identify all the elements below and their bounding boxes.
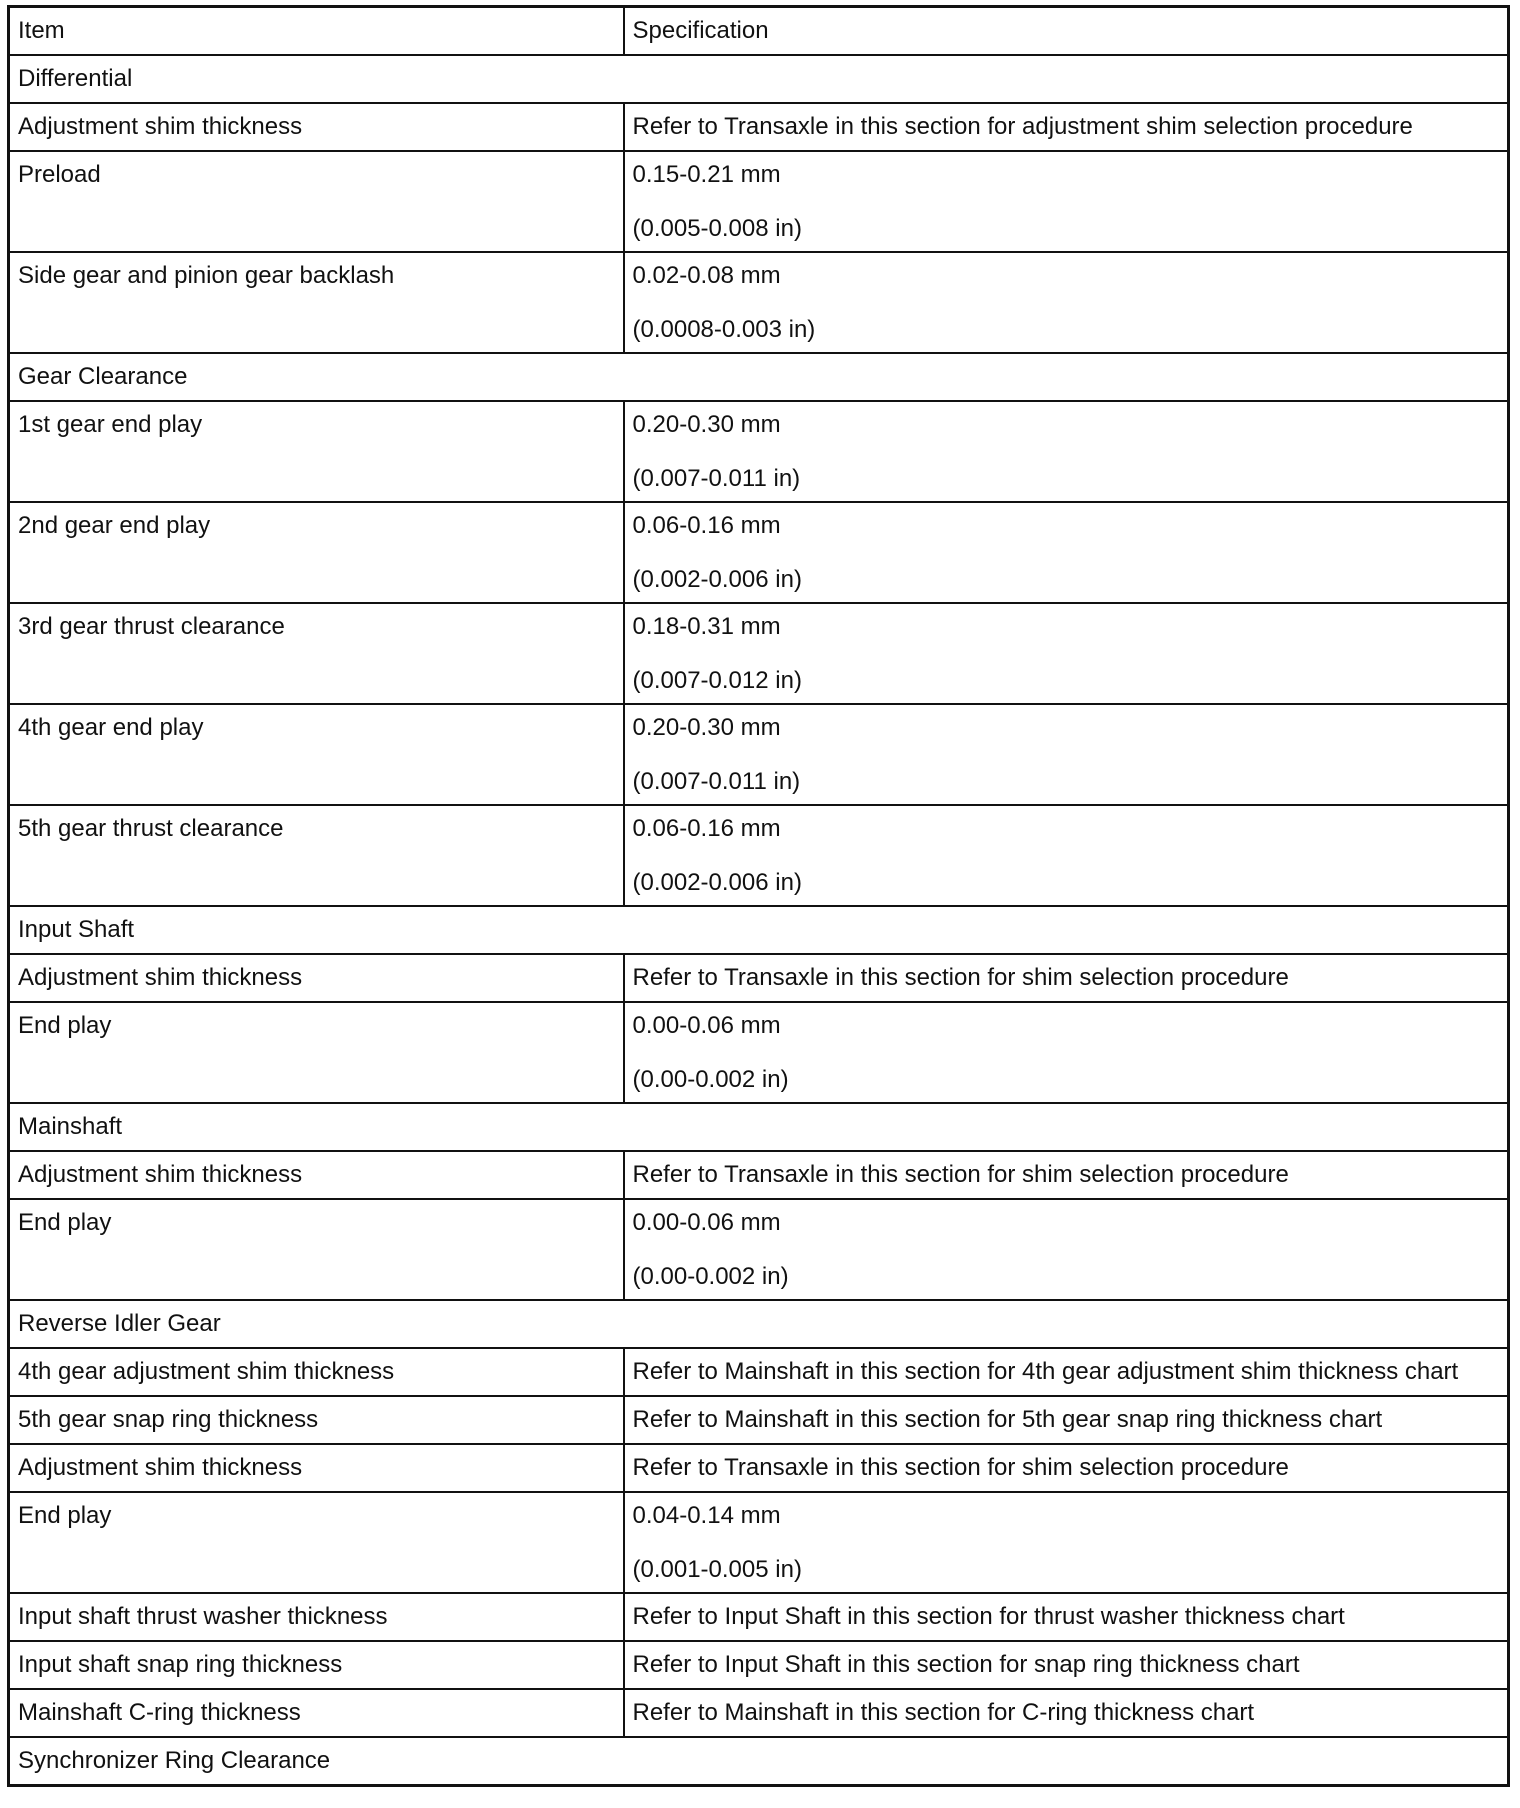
table-row	[9, 704, 1509, 805]
spec-cell	[624, 704, 1509, 805]
table-row	[9, 603, 1509, 704]
section-title: Gear Clearance	[9, 353, 1509, 401]
table-body	[9, 55, 1509, 1786]
section-row	[9, 353, 1509, 401]
table-row	[9, 401, 1509, 502]
table-row	[9, 502, 1509, 603]
spec-metric: 0.04-0.14 mm	[632, 1502, 781, 1529]
spec-cell: Refer to Mainshaft in this section for 5th gear snap ring thickness chart	[624, 1396, 1509, 1444]
item-cell: Preload	[9, 151, 624, 252]
spec-cell: Refer to Transaxle in this section for adjustment shim selection procedure	[624, 103, 1509, 151]
spec-metric: 0.20-0.30 mm	[632, 411, 781, 438]
table-row	[9, 1002, 1509, 1103]
spec-imperial: (0.002-0.006 in)	[632, 869, 802, 896]
table-row	[9, 252, 1509, 353]
spec-metric: 0.06-0.16 mm	[632, 512, 781, 539]
section-row	[9, 1737, 1509, 1786]
spec-imperial: (0.007-0.011 in)	[632, 465, 801, 492]
spec-cell	[624, 805, 1509, 906]
spec-cell: Refer to Mainshaft in this section for 4th gear adjustment shim thickness chart	[624, 1348, 1509, 1396]
column-header-item: Item	[9, 7, 624, 56]
spec-cell	[624, 151, 1509, 252]
section-title: Differential	[9, 55, 1509, 103]
item-cell: End play	[9, 1199, 624, 1300]
spec-cell: Refer to Transaxle in this section for shim selection procedure	[624, 1151, 1509, 1199]
table-row	[9, 954, 1509, 1002]
spec-table	[7, 5, 1510, 1787]
item-cell: End play	[9, 1002, 624, 1103]
item-cell: 3rd gear thrust clearance	[9, 603, 624, 704]
spec-imperial: (0.00-0.002 in)	[632, 1066, 789, 1093]
table-row	[9, 103, 1509, 151]
spec-cell	[624, 1492, 1509, 1593]
spec-cell	[624, 603, 1509, 704]
spec-imperial: (0.001-0.005 in)	[632, 1556, 802, 1583]
item-cell: Side gear and pinion gear backlash	[9, 252, 624, 353]
section-row	[9, 55, 1509, 103]
spec-metric: 0.02-0.08 mm	[632, 262, 781, 289]
table-row	[9, 1593, 1509, 1641]
spec-cell: Refer to Transaxle in this section for shim selection procedure	[624, 1444, 1509, 1492]
spec-cell	[624, 1002, 1509, 1103]
item-cell: 1st gear end play	[9, 401, 624, 502]
column-header-specification: Specification	[624, 7, 1509, 56]
spec-cell	[624, 1199, 1509, 1300]
table-row	[9, 1444, 1509, 1492]
spec-metric: 0.06-0.16 mm	[632, 815, 781, 842]
table-row	[9, 1199, 1509, 1300]
item-cell: 5th gear snap ring thickness	[9, 1396, 624, 1444]
section-row	[9, 906, 1509, 954]
table-row	[9, 1151, 1509, 1199]
item-cell: End play	[9, 1492, 624, 1593]
item-cell: Adjustment shim thickness	[9, 1151, 624, 1199]
spec-imperial: (0.007-0.011 in)	[632, 768, 801, 795]
spec-cell: Refer to Mainshaft in this section for C-ring thickness chart	[624, 1689, 1509, 1737]
table-row	[9, 1492, 1509, 1593]
item-cell: Mainshaft C-ring thickness	[9, 1689, 624, 1737]
table-row	[9, 1348, 1509, 1396]
spec-cell: Refer to Input Shaft in this section for thrust washer thickness chart	[624, 1593, 1509, 1641]
spec-metric: 0.15-0.21 mm	[632, 161, 781, 188]
spec-imperial: (0.002-0.006 in)	[632, 566, 802, 593]
spec-cell	[624, 252, 1509, 353]
item-cell: Adjustment shim thickness	[9, 103, 624, 151]
spec-metric: 0.00-0.06 mm	[632, 1012, 781, 1039]
item-cell: 4th gear end play	[9, 704, 624, 805]
item-cell: 2nd gear end play	[9, 502, 624, 603]
table-row	[9, 805, 1509, 906]
item-cell: Adjustment shim thickness	[9, 1444, 624, 1492]
table-row	[9, 1396, 1509, 1444]
item-cell: 5th gear thrust clearance	[9, 805, 624, 906]
item-cell: Input shaft snap ring thickness	[9, 1641, 624, 1689]
section-title: Reverse Idler Gear	[9, 1300, 1509, 1348]
table-row	[9, 1641, 1509, 1689]
spec-imperial: (0.00-0.002 in)	[632, 1263, 789, 1290]
spec-imperial: (0.0008-0.003 in)	[632, 316, 816, 343]
section-row	[9, 1300, 1509, 1348]
spec-cell	[624, 401, 1509, 502]
spec-cell: Refer to Input Shaft in this section for snap ring thickness chart	[624, 1641, 1509, 1689]
item-cell: 4th gear adjustment shim thickness	[9, 1348, 624, 1396]
item-cell: Adjustment shim thickness	[9, 954, 624, 1002]
section-title: Mainshaft	[9, 1103, 1509, 1151]
spec-metric: 0.20-0.30 mm	[632, 714, 781, 741]
table-row	[9, 151, 1509, 252]
item-cell: Input shaft thrust washer thickness	[9, 1593, 624, 1641]
spec-metric: 0.18-0.31 mm	[632, 613, 781, 640]
section-title: Input Shaft	[9, 906, 1509, 954]
section-row	[9, 1103, 1509, 1151]
spec-metric: 0.00-0.06 mm	[632, 1209, 781, 1236]
spec-cell	[624, 502, 1509, 603]
spec-imperial: (0.005-0.008 in)	[632, 215, 802, 242]
section-title: Synchronizer Ring Clearance	[9, 1737, 1509, 1786]
spec-imperial: (0.007-0.012 in)	[632, 667, 802, 694]
spec-cell: Refer to Transaxle in this section for shim selection procedure	[624, 954, 1509, 1002]
table-row	[9, 1689, 1509, 1737]
table-header-row	[9, 7, 1509, 56]
